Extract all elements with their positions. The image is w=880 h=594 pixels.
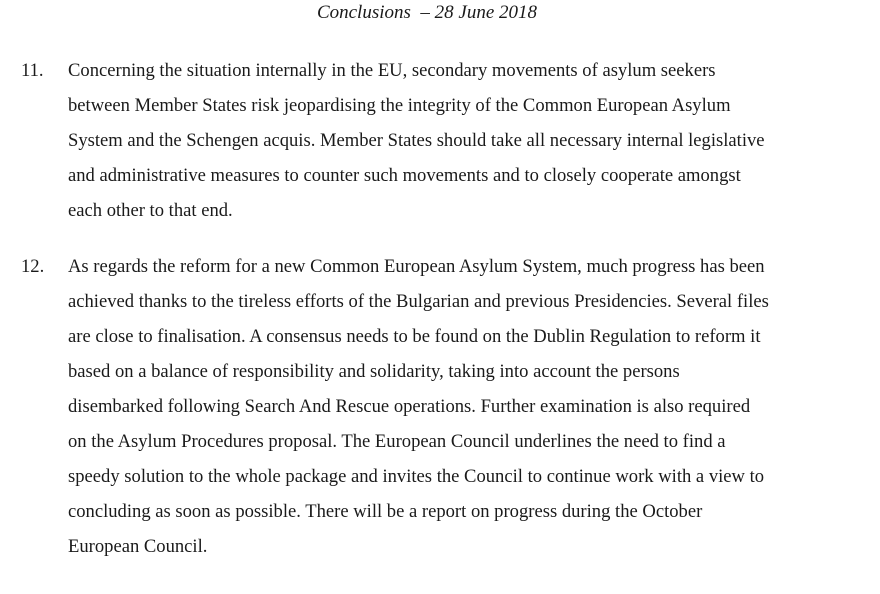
header-title: Conclusions bbox=[316, 2, 411, 23]
paragraph-number: 11. bbox=[21, 60, 44, 81]
header-date: 28 June 2018 bbox=[434, 2, 538, 23]
text-line: each other to that end. bbox=[68, 200, 233, 221]
text-line: System and the Schengen acquis. Member States should take all necessary internal legislative bbox=[68, 130, 765, 151]
text-line: are close to finalisation. A consensus needs to be found on the Dublin Regulation to reform it bbox=[68, 326, 761, 347]
text-line: between Member States risk jeopardising the integrity of the Common European Asylum bbox=[68, 95, 731, 116]
text-line: based on a balance of responsibility and solidarity, taking into account the persons bbox=[68, 361, 680, 382]
text-line: European Council. bbox=[68, 536, 208, 557]
paragraph-body bbox=[68, 249, 858, 564]
text-line: Concerning the situation internally in the EU, secondary movements of asylum seekers bbox=[68, 60, 716, 81]
paragraph-body bbox=[68, 53, 858, 228]
paragraph-number: 12. bbox=[21, 256, 45, 277]
text-line: on the Asylum Procedures proposal. The European Council underlines the need to find a bbox=[68, 431, 726, 452]
text-line: concluding as soon as possible. There will be a report on progress during the October bbox=[68, 501, 703, 522]
text-line: achieved thanks to the tireless efforts of the Bulgarian and previous Presidencies. Several files bbox=[68, 291, 769, 312]
header-separator: – bbox=[420, 2, 430, 23]
text-line: As regards the reform for a new Common European Asylum System, much progress has been bbox=[68, 256, 765, 277]
page-header bbox=[0, 1, 854, 25]
text-line: and administrative measures to counter such movements and to closely cooperate amongst bbox=[68, 165, 741, 186]
text-line: disembarked following Search And Rescue operations. Further examination is also required bbox=[68, 396, 751, 417]
text-line: speedy solution to the whole package and invites the Council to continue work with a view to bbox=[68, 466, 765, 487]
